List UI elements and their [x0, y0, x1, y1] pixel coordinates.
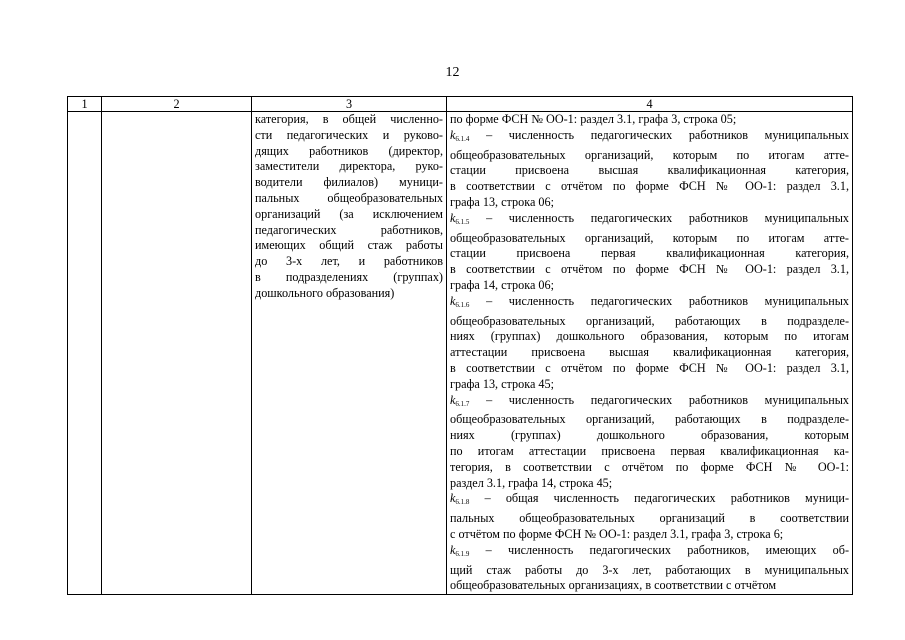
coefficient-symbol: $k_{6.1.6}$: [450, 293, 470, 309]
text-line: с отчётом по форме ФСН № ОО-1: раздел 3.1, графа 3, строка 6;: [450, 526, 784, 541]
text-line: пальных общеобразовательных организаций в соответствии: [450, 511, 849, 526]
coefficient-symbol: $k_{6.1.7}$: [450, 392, 470, 408]
text-line: организаций (за исключением: [255, 206, 443, 221]
header-col-2: 2: [102, 97, 252, 112]
text-line: по форме ФСН № ОО-1: раздел 3.1, графа 3, строка 05;: [450, 112, 737, 126]
coefficient-symbol: $k_{6.1.5}$: [450, 210, 470, 226]
coefficient-definition: $k_{6.1.7}$ – численность педагогических работников муниципальных: [450, 392, 849, 408]
text-line: заместители директора, руко-: [255, 159, 443, 174]
text-line: общеобразовательных организаций, работающих в подразделе-: [450, 313, 849, 328]
text-line: до 3-х лет, и работников: [255, 254, 443, 269]
header-col-3: 3: [252, 97, 447, 112]
text-line: общеобразовательных организаций, которым по итогам атте-: [450, 230, 849, 245]
header-row: [68, 97, 853, 112]
text-line: водители филиалов) муници-: [255, 175, 443, 190]
page-number: 12: [445, 65, 460, 80]
coefficient-index: 6.1.8: [455, 498, 470, 507]
text-line: общеобразовательных организациях, в соответствии с отчётом: [450, 578, 777, 593]
text-line: в соответствии с отчётом по форме ФСН № ОО-1: раздел 3.1,: [450, 262, 849, 277]
coefficient-index: 6.1.5: [455, 217, 470, 226]
text-line: дошкольного образования): [255, 285, 395, 300]
text-line: пальных общеобразовательных: [255, 190, 443, 205]
text-line: стации присвоена первая квалификационная категория,: [450, 246, 849, 261]
indicator-table: [67, 96, 853, 595]
coefficient-definition: $k_{6.1.8}$ – общая численность педагогических работников муници-: [450, 491, 850, 507]
text-line: раздел 3.1, графа 14, строка 45;: [450, 475, 613, 490]
coefficient-definition: $k_{6.1.9}$ – численность педагогических работников, имеющих об-: [450, 542, 849, 558]
text-line: сти педагогических и руково-: [255, 127, 443, 142]
text-line: стации присвоена высшая квалификационная категория,: [450, 163, 849, 178]
coefficient-index: 6.1.7: [455, 399, 470, 408]
text-line: аттестации присвоена высшая квалификационная категория,: [450, 345, 849, 360]
coefficient-symbol: $k_{6.1.9}$: [450, 542, 470, 558]
text-line: категория, в общей численно-: [255, 112, 443, 126]
text-line: в подразделениях (группах): [255, 269, 443, 284]
text-line: общеобразовательных организаций, работающих в подразделе-: [450, 412, 849, 427]
text-line: общеобразовательных организаций, которым по итогам атте-: [450, 147, 849, 162]
text-line: в соответствии с отчётом по форме ФСН № ОО-1: раздел 3.1,: [450, 360, 849, 375]
text-line: в соответствии с отчётом по форме ФСН № ОО-1: раздел 3.1,: [450, 179, 849, 194]
coefficient-index: 6.1.9: [455, 549, 470, 558]
cell-col-1: [68, 112, 102, 595]
cell-col-4: [447, 112, 853, 595]
cell-col-2: [102, 112, 252, 595]
coefficient-index: 6.1.4: [455, 134, 470, 143]
header-col-4: 4: [447, 97, 853, 112]
text-line: дящих работников (директор,: [255, 143, 443, 158]
cell-col-3: [252, 112, 447, 595]
text-line: ниях (группах) дошкольного образования, которым по итогам: [450, 329, 849, 344]
coefficient-index: 6.1.6: [455, 300, 470, 309]
text-line: по итогам аттестации присвоена первая квалификационная ка-: [450, 443, 849, 458]
coefficient-definition: $k_{6.1.4}$ – численность педагогических работников муниципальных: [450, 127, 849, 143]
coefficient-definition: $k_{6.1.6}$ – численность педагогических работников муниципальных: [450, 293, 849, 309]
text-line: графа 14, строка 06;: [450, 277, 554, 292]
text-line: графа 13, строка 45;: [450, 376, 554, 391]
coefficient-definition: $k_{6.1.5}$ – численность педагогических работников муниципальных: [450, 210, 849, 226]
text-line: тегория, в соответствии с отчётом по форме ФСН № ОО-1:: [450, 459, 849, 474]
table-row: [68, 112, 853, 595]
text-line: ниях (группах) дошкольного образования, которым: [450, 428, 849, 443]
header-col-1: 1: [68, 97, 102, 112]
text-line: имеющих общий стаж работы: [255, 238, 443, 253]
coefficient-symbol: $k_{6.1.4}$: [450, 127, 470, 143]
text-line: графа 13, строка 06;: [450, 194, 554, 209]
text-line: педагогических работников,: [255, 222, 443, 237]
coefficient-symbol: $k_{6.1.8}$: [450, 491, 470, 507]
text-line: щий стаж работы до 3-х лет, работающих в муниципальных: [450, 562, 849, 577]
